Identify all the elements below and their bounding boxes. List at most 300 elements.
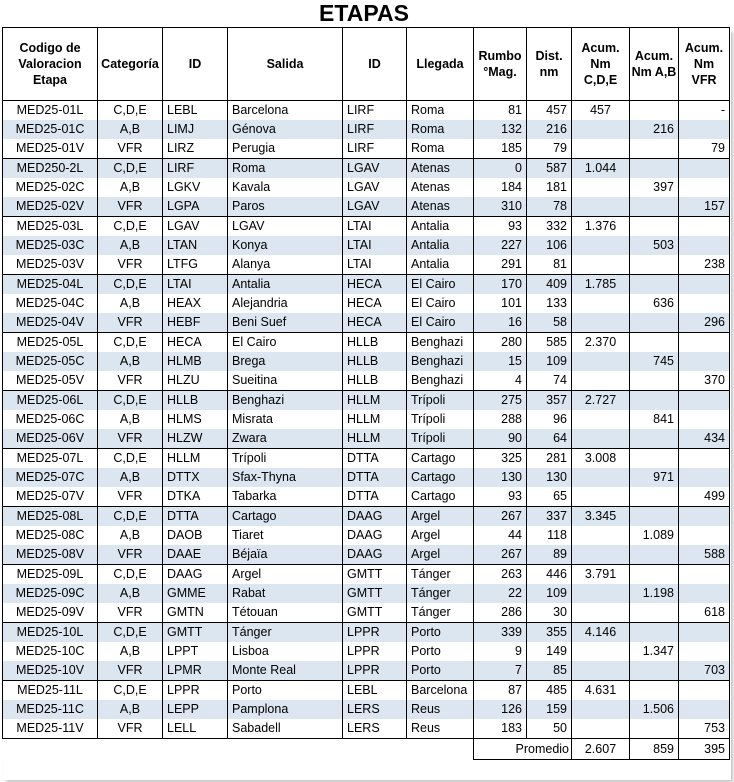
- cell-acum-ab[interactable]: 1.089: [630, 526, 679, 545]
- cell-codigo[interactable]: MED25-09C: [3, 584, 98, 603]
- cell-salida[interactable]: El Cairo: [228, 333, 343, 353]
- cell-id-llegada[interactable]: HECA: [343, 294, 407, 313]
- cell-acum-cde[interactable]: [572, 178, 630, 197]
- cell-categoria[interactable]: C,D,E: [98, 507, 163, 527]
- cell-salida[interactable]: Alanya: [228, 255, 343, 275]
- cell-salida[interactable]: Benghazi: [228, 391, 343, 411]
- cell-dist[interactable]: 133: [527, 294, 572, 313]
- cell-acum-vfr[interactable]: [679, 468, 730, 487]
- cell-dist[interactable]: 159: [527, 700, 572, 719]
- cell-llegada[interactable]: El Cairo: [407, 313, 474, 333]
- cell-id-salida[interactable]: HECA: [163, 333, 228, 353]
- cell-llegada[interactable]: Antalia: [407, 255, 474, 275]
- cell-dist[interactable]: 281: [527, 449, 572, 469]
- cell-acum-ab[interactable]: [630, 603, 679, 623]
- cell-llegada[interactable]: Porto: [407, 661, 474, 681]
- cell-acum-cde[interactable]: [572, 642, 630, 661]
- cell-categoria[interactable]: C,D,E: [98, 565, 163, 585]
- cell-acum-vfr[interactable]: [679, 507, 730, 527]
- cell-codigo[interactable]: MED25-07C: [3, 468, 98, 487]
- cell-id-llegada[interactable]: LERS: [343, 700, 407, 719]
- cell-llegada[interactable]: Reus: [407, 719, 474, 739]
- header-llegada[interactable]: Llegada: [407, 28, 474, 101]
- cell-dist[interactable]: 130: [527, 468, 572, 487]
- cell-acum-cde[interactable]: [572, 313, 630, 333]
- cell-id-llegada[interactable]: HLLM: [343, 429, 407, 449]
- cell-dist[interactable]: 485: [527, 681, 572, 701]
- cell-salida[interactable]: Zwara: [228, 429, 343, 449]
- cell-rumbo[interactable]: 263: [474, 565, 527, 585]
- cell-llegada[interactable]: Atenas: [407, 178, 474, 197]
- cell-categoria[interactable]: C,D,E: [98, 217, 163, 237]
- cell-id-llegada[interactable]: HLLB: [343, 352, 407, 371]
- cell-id-salida[interactable]: HEAX: [163, 294, 228, 313]
- cell-acum-vfr[interactable]: [679, 178, 730, 197]
- cell-acum-cde[interactable]: [572, 139, 630, 159]
- cell-dist[interactable]: 409: [527, 275, 572, 295]
- cell-id-llegada[interactable]: HECA: [343, 313, 407, 333]
- cell-dist[interactable]: 585: [527, 333, 572, 353]
- cell-id-llegada[interactable]: LPPR: [343, 661, 407, 681]
- cell-id-salida[interactable]: LTAN: [163, 236, 228, 255]
- cell-rumbo[interactable]: 81: [474, 101, 527, 121]
- cell-dist[interactable]: 50: [527, 719, 572, 739]
- cell-llegada[interactable]: Roma: [407, 139, 474, 159]
- cell-acum-vfr[interactable]: [679, 584, 730, 603]
- cell-acum-vfr[interactable]: [679, 526, 730, 545]
- cell-llegada[interactable]: Porto: [407, 623, 474, 643]
- cell-llegada[interactable]: Porto: [407, 642, 474, 661]
- cell-acum-vfr[interactable]: 157: [679, 197, 730, 217]
- cell-acum-vfr[interactable]: [679, 700, 730, 719]
- cell-llegada[interactable]: Barcelona: [407, 681, 474, 701]
- cell-acum-ab[interactable]: [630, 429, 679, 449]
- cell-codigo[interactable]: MED25-03L: [3, 217, 98, 237]
- cell-acum-ab[interactable]: [630, 719, 679, 739]
- cell-categoria[interactable]: A,B: [98, 700, 163, 719]
- cell-categoria[interactable]: VFR: [98, 661, 163, 681]
- cell-categoria[interactable]: A,B: [98, 584, 163, 603]
- cell-codigo[interactable]: MED25-08L: [3, 507, 98, 527]
- cell-acum-ab[interactable]: [630, 545, 679, 565]
- cell-acum-vfr[interactable]: [679, 275, 730, 295]
- cell-rumbo[interactable]: 339: [474, 623, 527, 643]
- cell-acum-cde[interactable]: [572, 584, 630, 603]
- cell-categoria[interactable]: A,B: [98, 120, 163, 139]
- cell-llegada[interactable]: Cartago: [407, 449, 474, 469]
- cell-acum-cde[interactable]: 4.631: [572, 681, 630, 701]
- cell-categoria[interactable]: VFR: [98, 255, 163, 275]
- cell-categoria[interactable]: VFR: [98, 719, 163, 739]
- cell-id-llegada[interactable]: HLLM: [343, 391, 407, 411]
- cell-dist[interactable]: 332: [527, 217, 572, 237]
- cell-dist[interactable]: 65: [527, 487, 572, 507]
- cell-llegada[interactable]: Reus: [407, 700, 474, 719]
- header-id-salida[interactable]: ID: [163, 28, 228, 101]
- cell-categoria[interactable]: A,B: [98, 236, 163, 255]
- cell-rumbo[interactable]: 90: [474, 429, 527, 449]
- cell-dist[interactable]: 74: [527, 371, 572, 391]
- cell-id-llegada[interactable]: LEBL: [343, 681, 407, 701]
- cell-id-llegada[interactable]: LGAV: [343, 197, 407, 217]
- header-acum-vfr[interactable]: Acum. Nm VFR: [679, 28, 730, 101]
- cell-id-llegada[interactable]: DAAG: [343, 526, 407, 545]
- cell-rumbo[interactable]: 101: [474, 294, 527, 313]
- cell-categoria[interactable]: VFR: [98, 197, 163, 217]
- cell-id-llegada[interactable]: LPPR: [343, 623, 407, 643]
- cell-salida[interactable]: Kavala: [228, 178, 343, 197]
- cell-salida[interactable]: Alejandria: [228, 294, 343, 313]
- cell-codigo[interactable]: MED25-03C: [3, 236, 98, 255]
- cell-salida[interactable]: Trípoli: [228, 449, 343, 469]
- cell-categoria[interactable]: A,B: [98, 178, 163, 197]
- cell-id-llegada[interactable]: DAAG: [343, 545, 407, 565]
- cell-id-llegada[interactable]: HLLB: [343, 371, 407, 391]
- cell-acum-cde[interactable]: [572, 719, 630, 739]
- cell-salida[interactable]: Béjaïa: [228, 545, 343, 565]
- cell-dist[interactable]: 181: [527, 178, 572, 197]
- cell-codigo[interactable]: MED25-01V: [3, 139, 98, 159]
- cell-acum-cde[interactable]: [572, 661, 630, 681]
- cell-codigo[interactable]: MED25-04L: [3, 275, 98, 295]
- cell-rumbo[interactable]: 275: [474, 391, 527, 411]
- cell-id-llegada[interactable]: GMTT: [343, 603, 407, 623]
- cell-dist[interactable]: 106: [527, 236, 572, 255]
- cell-acum-vfr[interactable]: 434: [679, 429, 730, 449]
- cell-llegada[interactable]: Roma: [407, 120, 474, 139]
- cell-id-salida[interactable]: GMTT: [163, 623, 228, 643]
- cell-acum-vfr[interactable]: 499: [679, 487, 730, 507]
- cell-salida[interactable]: Rabat: [228, 584, 343, 603]
- cell-rumbo[interactable]: 4: [474, 371, 527, 391]
- cell-llegada[interactable]: Trípoli: [407, 410, 474, 429]
- cell-id-llegada[interactable]: LGAV: [343, 178, 407, 197]
- cell-llegada[interactable]: Argel: [407, 507, 474, 527]
- cell-acum-cde[interactable]: [572, 468, 630, 487]
- cell-acum-cde[interactable]: 1.044: [572, 159, 630, 179]
- cell-acum-ab[interactable]: [630, 101, 679, 121]
- cell-rumbo[interactable]: 93: [474, 487, 527, 507]
- cell-id-llegada[interactable]: DTTA: [343, 449, 407, 469]
- cell-acum-ab[interactable]: 1.198: [630, 584, 679, 603]
- header-acum-ab[interactable]: Acum. Nm A,B: [630, 28, 679, 101]
- cell-salida[interactable]: Konya: [228, 236, 343, 255]
- cell-id-llegada[interactable]: LTAI: [343, 255, 407, 275]
- cell-llegada[interactable]: El Cairo: [407, 294, 474, 313]
- cell-acum-ab[interactable]: [630, 275, 679, 295]
- cell-acum-vfr[interactable]: 588: [679, 545, 730, 565]
- cell-acum-ab[interactable]: [630, 507, 679, 527]
- cell-acum-cde[interactable]: 3.791: [572, 565, 630, 585]
- cell-acum-cde[interactable]: 1.785: [572, 275, 630, 295]
- cell-codigo[interactable]: MED25-05V: [3, 371, 98, 391]
- cell-acum-vfr[interactable]: [679, 642, 730, 661]
- cell-llegada[interactable]: Atenas: [407, 197, 474, 217]
- cell-acum-ab[interactable]: [630, 313, 679, 333]
- cell-acum-vfr[interactable]: [679, 410, 730, 429]
- cell-acum-ab[interactable]: 841: [630, 410, 679, 429]
- cell-acum-cde[interactable]: 4.146: [572, 623, 630, 643]
- cell-codigo[interactable]: MED25-06L: [3, 391, 98, 411]
- cell-acum-cde[interactable]: [572, 545, 630, 565]
- cell-llegada[interactable]: Roma: [407, 101, 474, 121]
- cell-dist[interactable]: 78: [527, 197, 572, 217]
- cell-rumbo[interactable]: 87: [474, 681, 527, 701]
- cell-codigo[interactable]: MED25-02V: [3, 197, 98, 217]
- cell-acum-ab[interactable]: [630, 159, 679, 179]
- cell-acum-cde[interactable]: 1.376: [572, 217, 630, 237]
- cell-codigo[interactable]: MED25-10C: [3, 642, 98, 661]
- cell-id-llegada[interactable]: GMTT: [343, 584, 407, 603]
- cell-llegada[interactable]: Antalia: [407, 217, 474, 237]
- cell-dist[interactable]: 109: [527, 352, 572, 371]
- cell-rumbo[interactable]: 291: [474, 255, 527, 275]
- cell-id-salida[interactable]: LGPA: [163, 197, 228, 217]
- cell-id-llegada[interactable]: LGAV: [343, 159, 407, 179]
- cell-categoria[interactable]: A,B: [98, 642, 163, 661]
- cell-acum-vfr[interactable]: [679, 159, 730, 179]
- cell-acum-cde[interactable]: [572, 487, 630, 507]
- cell-acum-ab[interactable]: [630, 391, 679, 411]
- cell-acum-ab[interactable]: 971: [630, 468, 679, 487]
- cell-rumbo[interactable]: 185: [474, 139, 527, 159]
- cell-dist[interactable]: 118: [527, 526, 572, 545]
- cell-categoria[interactable]: A,B: [98, 410, 163, 429]
- cell-acum-cde[interactable]: 3.345: [572, 507, 630, 527]
- cell-categoria[interactable]: C,D,E: [98, 101, 163, 121]
- cell-acum-vfr[interactable]: 79: [679, 139, 730, 159]
- cell-id-llegada[interactable]: DAAG: [343, 507, 407, 527]
- cell-codigo[interactable]: MED25-09L: [3, 565, 98, 585]
- cell-id-salida[interactable]: HLZU: [163, 371, 228, 391]
- cell-id-llegada[interactable]: DTTA: [343, 487, 407, 507]
- cell-llegada[interactable]: Cartago: [407, 468, 474, 487]
- cell-acum-ab[interactable]: 216: [630, 120, 679, 139]
- cell-id-llegada[interactable]: LTAI: [343, 236, 407, 255]
- cell-dist[interactable]: 64: [527, 429, 572, 449]
- cell-id-llegada[interactable]: GMTT: [343, 565, 407, 585]
- cell-salida[interactable]: Pamplona: [228, 700, 343, 719]
- cell-id-salida[interactable]: LEBL: [163, 101, 228, 121]
- cell-rumbo[interactable]: 288: [474, 410, 527, 429]
- cell-id-llegada[interactable]: DTTA: [343, 468, 407, 487]
- cell-salida[interactable]: Génova: [228, 120, 343, 139]
- cell-rumbo[interactable]: 9: [474, 642, 527, 661]
- cell-salida[interactable]: Monte Real: [228, 661, 343, 681]
- cell-llegada[interactable]: Antalia: [407, 236, 474, 255]
- cell-id-llegada[interactable]: LIRF: [343, 139, 407, 159]
- cell-llegada[interactable]: Argel: [407, 545, 474, 565]
- cell-codigo[interactable]: MED25-05L: [3, 333, 98, 353]
- cell-id-salida[interactable]: LIRF: [163, 159, 228, 179]
- cell-rumbo[interactable]: 183: [474, 719, 527, 739]
- cell-acum-cde[interactable]: [572, 120, 630, 139]
- cell-id-salida[interactable]: GMTN: [163, 603, 228, 623]
- cell-id-llegada[interactable]: LIRF: [343, 120, 407, 139]
- cell-rumbo[interactable]: 286: [474, 603, 527, 623]
- cell-id-llegada[interactable]: HLLM: [343, 410, 407, 429]
- cell-id-llegada[interactable]: HECA: [343, 275, 407, 295]
- cell-salida[interactable]: Antalia: [228, 275, 343, 295]
- cell-rumbo[interactable]: 126: [474, 700, 527, 719]
- cell-salida[interactable]: Tánger: [228, 623, 343, 643]
- cell-dist[interactable]: 446: [527, 565, 572, 585]
- cell-dist[interactable]: 149: [527, 642, 572, 661]
- cell-rumbo[interactable]: 267: [474, 507, 527, 527]
- cell-rumbo[interactable]: 15: [474, 352, 527, 371]
- cell-id-llegada[interactable]: LIRF: [343, 101, 407, 121]
- cell-categoria[interactable]: C,D,E: [98, 681, 163, 701]
- cell-acum-cde[interactable]: [572, 197, 630, 217]
- cell-salida[interactable]: Tabarka: [228, 487, 343, 507]
- cell-rumbo[interactable]: 93: [474, 217, 527, 237]
- cell-categoria[interactable]: VFR: [98, 371, 163, 391]
- cell-codigo[interactable]: MED25-05C: [3, 352, 98, 371]
- cell-categoria[interactable]: VFR: [98, 313, 163, 333]
- cell-acum-cde[interactable]: [572, 371, 630, 391]
- cell-rumbo[interactable]: 227: [474, 236, 527, 255]
- cell-acum-ab[interactable]: 745: [630, 352, 679, 371]
- header-categoria[interactable]: Categoría: [98, 28, 163, 101]
- cell-acum-cde[interactable]: 2.727: [572, 391, 630, 411]
- cell-id-salida[interactable]: DTTX: [163, 468, 228, 487]
- cell-salida[interactable]: Cartago: [228, 507, 343, 527]
- cell-salida[interactable]: Paros: [228, 197, 343, 217]
- cell-id-salida[interactable]: LIRZ: [163, 139, 228, 159]
- cell-acum-vfr[interactable]: 753: [679, 719, 730, 739]
- header-acum-cde[interactable]: Acum. Nm C,D,E: [572, 28, 630, 101]
- cell-id-salida[interactable]: LIMJ: [163, 120, 228, 139]
- cell-salida[interactable]: Sueitina: [228, 371, 343, 391]
- cell-salida[interactable]: LGAV: [228, 217, 343, 237]
- cell-llegada[interactable]: Atenas: [407, 159, 474, 179]
- cell-llegada[interactable]: Benghazi: [407, 333, 474, 353]
- cell-categoria[interactable]: A,B: [98, 352, 163, 371]
- cell-llegada[interactable]: Benghazi: [407, 371, 474, 391]
- cell-acum-ab[interactable]: 1.506: [630, 700, 679, 719]
- cell-codigo[interactable]: MED25-11V: [3, 719, 98, 739]
- cell-salida[interactable]: Brega: [228, 352, 343, 371]
- cell-dist[interactable]: 355: [527, 623, 572, 643]
- cell-salida[interactable]: Roma: [228, 159, 343, 179]
- cell-codigo[interactable]: MED25-08V: [3, 545, 98, 565]
- cell-codigo[interactable]: MED25-09V: [3, 603, 98, 623]
- cell-acum-vfr[interactable]: 618: [679, 603, 730, 623]
- cell-acum-vfr[interactable]: [679, 623, 730, 643]
- cell-codigo[interactable]: MED25-04V: [3, 313, 98, 333]
- cell-llegada[interactable]: Trípoli: [407, 429, 474, 449]
- cell-categoria[interactable]: VFR: [98, 139, 163, 159]
- cell-salida[interactable]: Argel: [228, 565, 343, 585]
- cell-codigo[interactable]: MED25-04C: [3, 294, 98, 313]
- cell-acum-vfr[interactable]: 370: [679, 371, 730, 391]
- cell-codigo[interactable]: MED25-01L: [3, 101, 98, 121]
- cell-acum-cde[interactable]: 3.008: [572, 449, 630, 469]
- cell-codigo[interactable]: MED25-02C: [3, 178, 98, 197]
- cell-id-salida[interactable]: LEPP: [163, 700, 228, 719]
- cell-categoria[interactable]: VFR: [98, 603, 163, 623]
- cell-rumbo[interactable]: 280: [474, 333, 527, 353]
- cell-salida[interactable]: Porto: [228, 681, 343, 701]
- cell-codigo[interactable]: MED250-2L: [3, 159, 98, 179]
- cell-rumbo[interactable]: 325: [474, 449, 527, 469]
- cell-id-salida[interactable]: HLMB: [163, 352, 228, 371]
- cell-acum-vfr[interactable]: [679, 681, 730, 701]
- cell-id-salida[interactable]: DAOB: [163, 526, 228, 545]
- cell-acum-vfr[interactable]: [679, 391, 730, 411]
- cell-id-salida[interactable]: HLLB: [163, 391, 228, 411]
- cell-acum-ab[interactable]: [630, 681, 679, 701]
- cell-rumbo[interactable]: 184: [474, 178, 527, 197]
- cell-dist[interactable]: 85: [527, 661, 572, 681]
- cell-acum-ab[interactable]: 636: [630, 294, 679, 313]
- cell-salida[interactable]: Perugia: [228, 139, 343, 159]
- cell-acum-vfr[interactable]: [679, 294, 730, 313]
- cell-acum-cde[interactable]: [572, 410, 630, 429]
- cell-categoria[interactable]: C,D,E: [98, 391, 163, 411]
- cell-salida[interactable]: Beni Suef: [228, 313, 343, 333]
- cell-acum-cde[interactable]: [572, 526, 630, 545]
- cell-salida[interactable]: Tiaret: [228, 526, 343, 545]
- cell-acum-cde[interactable]: [572, 603, 630, 623]
- cell-id-llegada[interactable]: HLLB: [343, 333, 407, 353]
- cell-acum-vfr[interactable]: -: [679, 101, 730, 121]
- cell-categoria[interactable]: VFR: [98, 429, 163, 449]
- cell-id-salida[interactable]: LPPR: [163, 681, 228, 701]
- cell-id-salida[interactable]: LGKV: [163, 178, 228, 197]
- cell-acum-ab[interactable]: [630, 333, 679, 353]
- cell-dist[interactable]: 30: [527, 603, 572, 623]
- cell-codigo[interactable]: MED25-06V: [3, 429, 98, 449]
- cell-codigo[interactable]: MED25-07L: [3, 449, 98, 469]
- cell-dist[interactable]: 96: [527, 410, 572, 429]
- cell-codigo[interactable]: MED25-03V: [3, 255, 98, 275]
- cell-acum-ab[interactable]: [630, 661, 679, 681]
- cell-codigo[interactable]: MED25-07V: [3, 487, 98, 507]
- cell-categoria[interactable]: A,B: [98, 468, 163, 487]
- cell-rumbo[interactable]: 267: [474, 545, 527, 565]
- cell-llegada[interactable]: Benghazi: [407, 352, 474, 371]
- cell-id-salida[interactable]: DTKA: [163, 487, 228, 507]
- cell-acum-ab[interactable]: [630, 487, 679, 507]
- cell-codigo[interactable]: MED25-11L: [3, 681, 98, 701]
- cell-acum-ab[interactable]: [630, 217, 679, 237]
- cell-dist[interactable]: 58: [527, 313, 572, 333]
- cell-llegada[interactable]: Tánger: [407, 565, 474, 585]
- cell-rumbo[interactable]: 310: [474, 197, 527, 217]
- cell-categoria[interactable]: C,D,E: [98, 449, 163, 469]
- cell-llegada[interactable]: El Cairo: [407, 275, 474, 295]
- cell-acum-ab[interactable]: [630, 197, 679, 217]
- cell-categoria[interactable]: VFR: [98, 487, 163, 507]
- cell-dist[interactable]: 587: [527, 159, 572, 179]
- cell-llegada[interactable]: Trípoli: [407, 391, 474, 411]
- cell-categoria[interactable]: A,B: [98, 294, 163, 313]
- cell-dist[interactable]: 79: [527, 139, 572, 159]
- cell-id-salida[interactable]: HEBF: [163, 313, 228, 333]
- cell-acum-ab[interactable]: [630, 449, 679, 469]
- header-id-llegada[interactable]: ID: [343, 28, 407, 101]
- cell-acum-ab[interactable]: 1.347: [630, 642, 679, 661]
- cell-dist[interactable]: 457: [527, 101, 572, 121]
- cell-categoria[interactable]: A,B: [98, 526, 163, 545]
- cell-salida[interactable]: Lisboa: [228, 642, 343, 661]
- header-rumbo[interactable]: Rumbo °Mag.: [474, 28, 527, 101]
- cell-acum-ab[interactable]: [630, 623, 679, 643]
- cell-dist[interactable]: 89: [527, 545, 572, 565]
- cell-id-salida[interactable]: LTAI: [163, 275, 228, 295]
- cell-id-salida[interactable]: LELL: [163, 719, 228, 739]
